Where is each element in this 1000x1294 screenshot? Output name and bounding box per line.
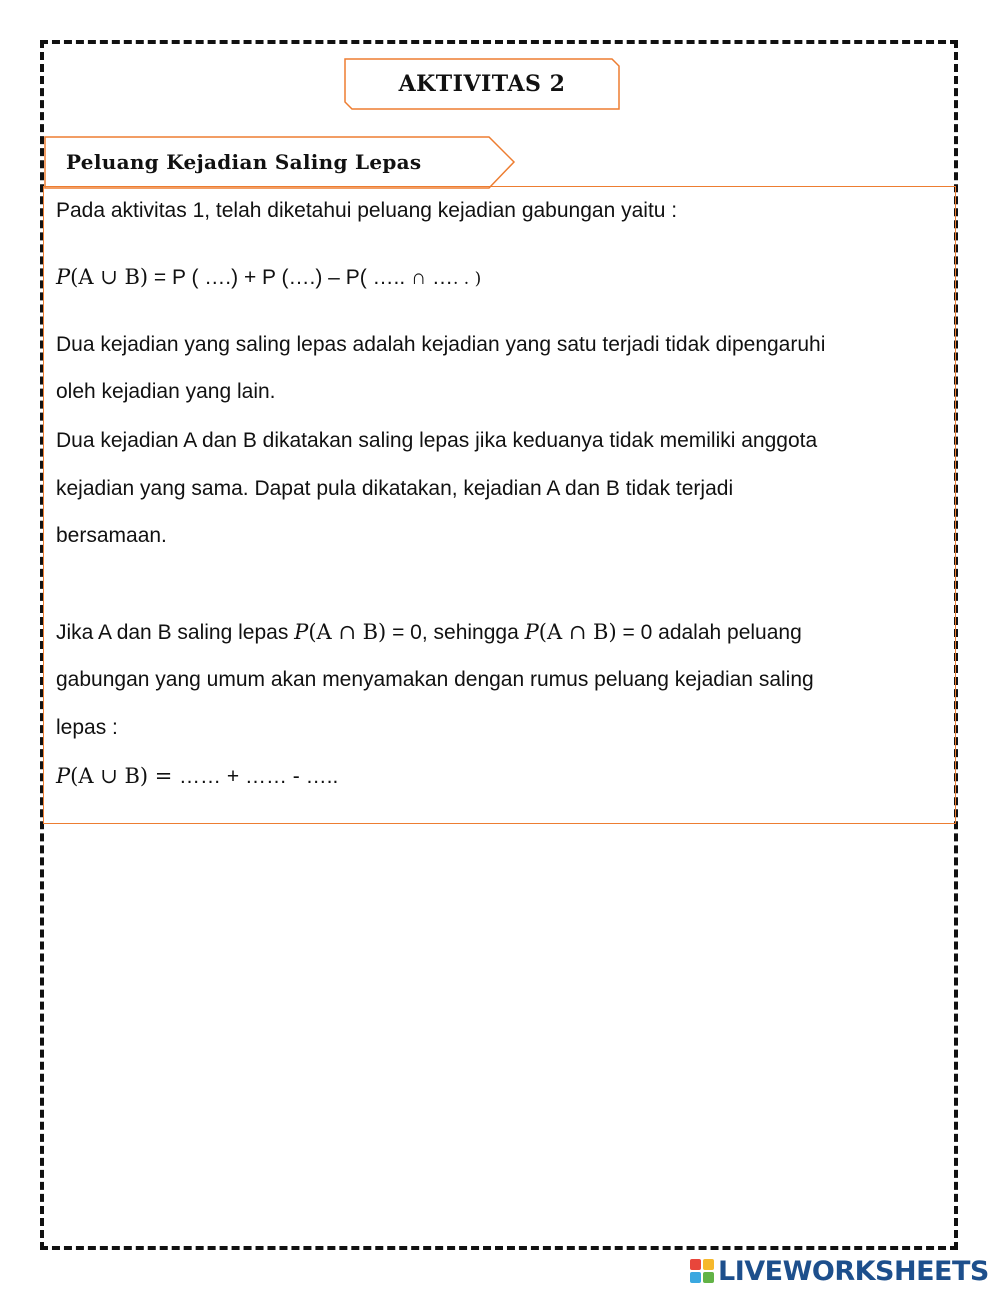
paragraph-2-line-2: kejadian yang sama. Dapat pula dikatakan, kejadian A dan B tidak terjadi — [56, 477, 734, 500]
paragraph-1-line-1: Dua kejadian yang saling lepas adalah kejadian yang satu terjadi tidak dipengaruhi — [56, 333, 826, 356]
paragraph-2-line-1: Dua kejadian A dan B dikatakan saling lepas jika keduanya tidak memiliki anggota — [56, 429, 818, 452]
activity-title: AKTIVITAS 2 — [398, 71, 566, 97]
logo-square-green — [703, 1272, 714, 1283]
logo-square-yellow — [703, 1259, 714, 1270]
formula-union-disjoint: P(A ∪ B) = …… + …… - ….. — [56, 764, 339, 788]
liveworksheets-logo-icon — [690, 1259, 714, 1283]
activity-title-box — [344, 58, 620, 110]
liveworksheets-logo — [690, 1254, 989, 1288]
formula-union-general: P(A ∪ B) = P ( ….) + P (….) – P( ….. ∩ …. . ) — [56, 265, 482, 289]
paragraph-3-line-2: gabungan yang umum akan menyamakan dengan rumus peluang kejadian saling — [56, 668, 814, 691]
paragraph-3-line-1: Jika A dan B saling lepas P(A ∩ B) = 0, sehingga P(A ∩ B) = 0 adalah peluang — [56, 620, 802, 644]
logo-square-blue — [690, 1272, 701, 1283]
logo-square-red — [690, 1259, 701, 1270]
liveworksheets-logo-text: LIVEWORKSHEETS — [718, 1255, 989, 1287]
paragraph-2-line-3: bersamaan. — [56, 524, 167, 547]
section-title: Peluang Kejadian Saling Lepas — [66, 150, 422, 174]
intro-text: Pada aktivitas 1, telah diketahui peluang kejadian gabungan yaitu : — [56, 199, 678, 222]
paragraph-3-line-3: lepas : — [56, 716, 118, 739]
paragraph-1-line-2: oleh kejadian yang lain. — [56, 380, 276, 403]
section-title-tab — [44, 136, 516, 190]
